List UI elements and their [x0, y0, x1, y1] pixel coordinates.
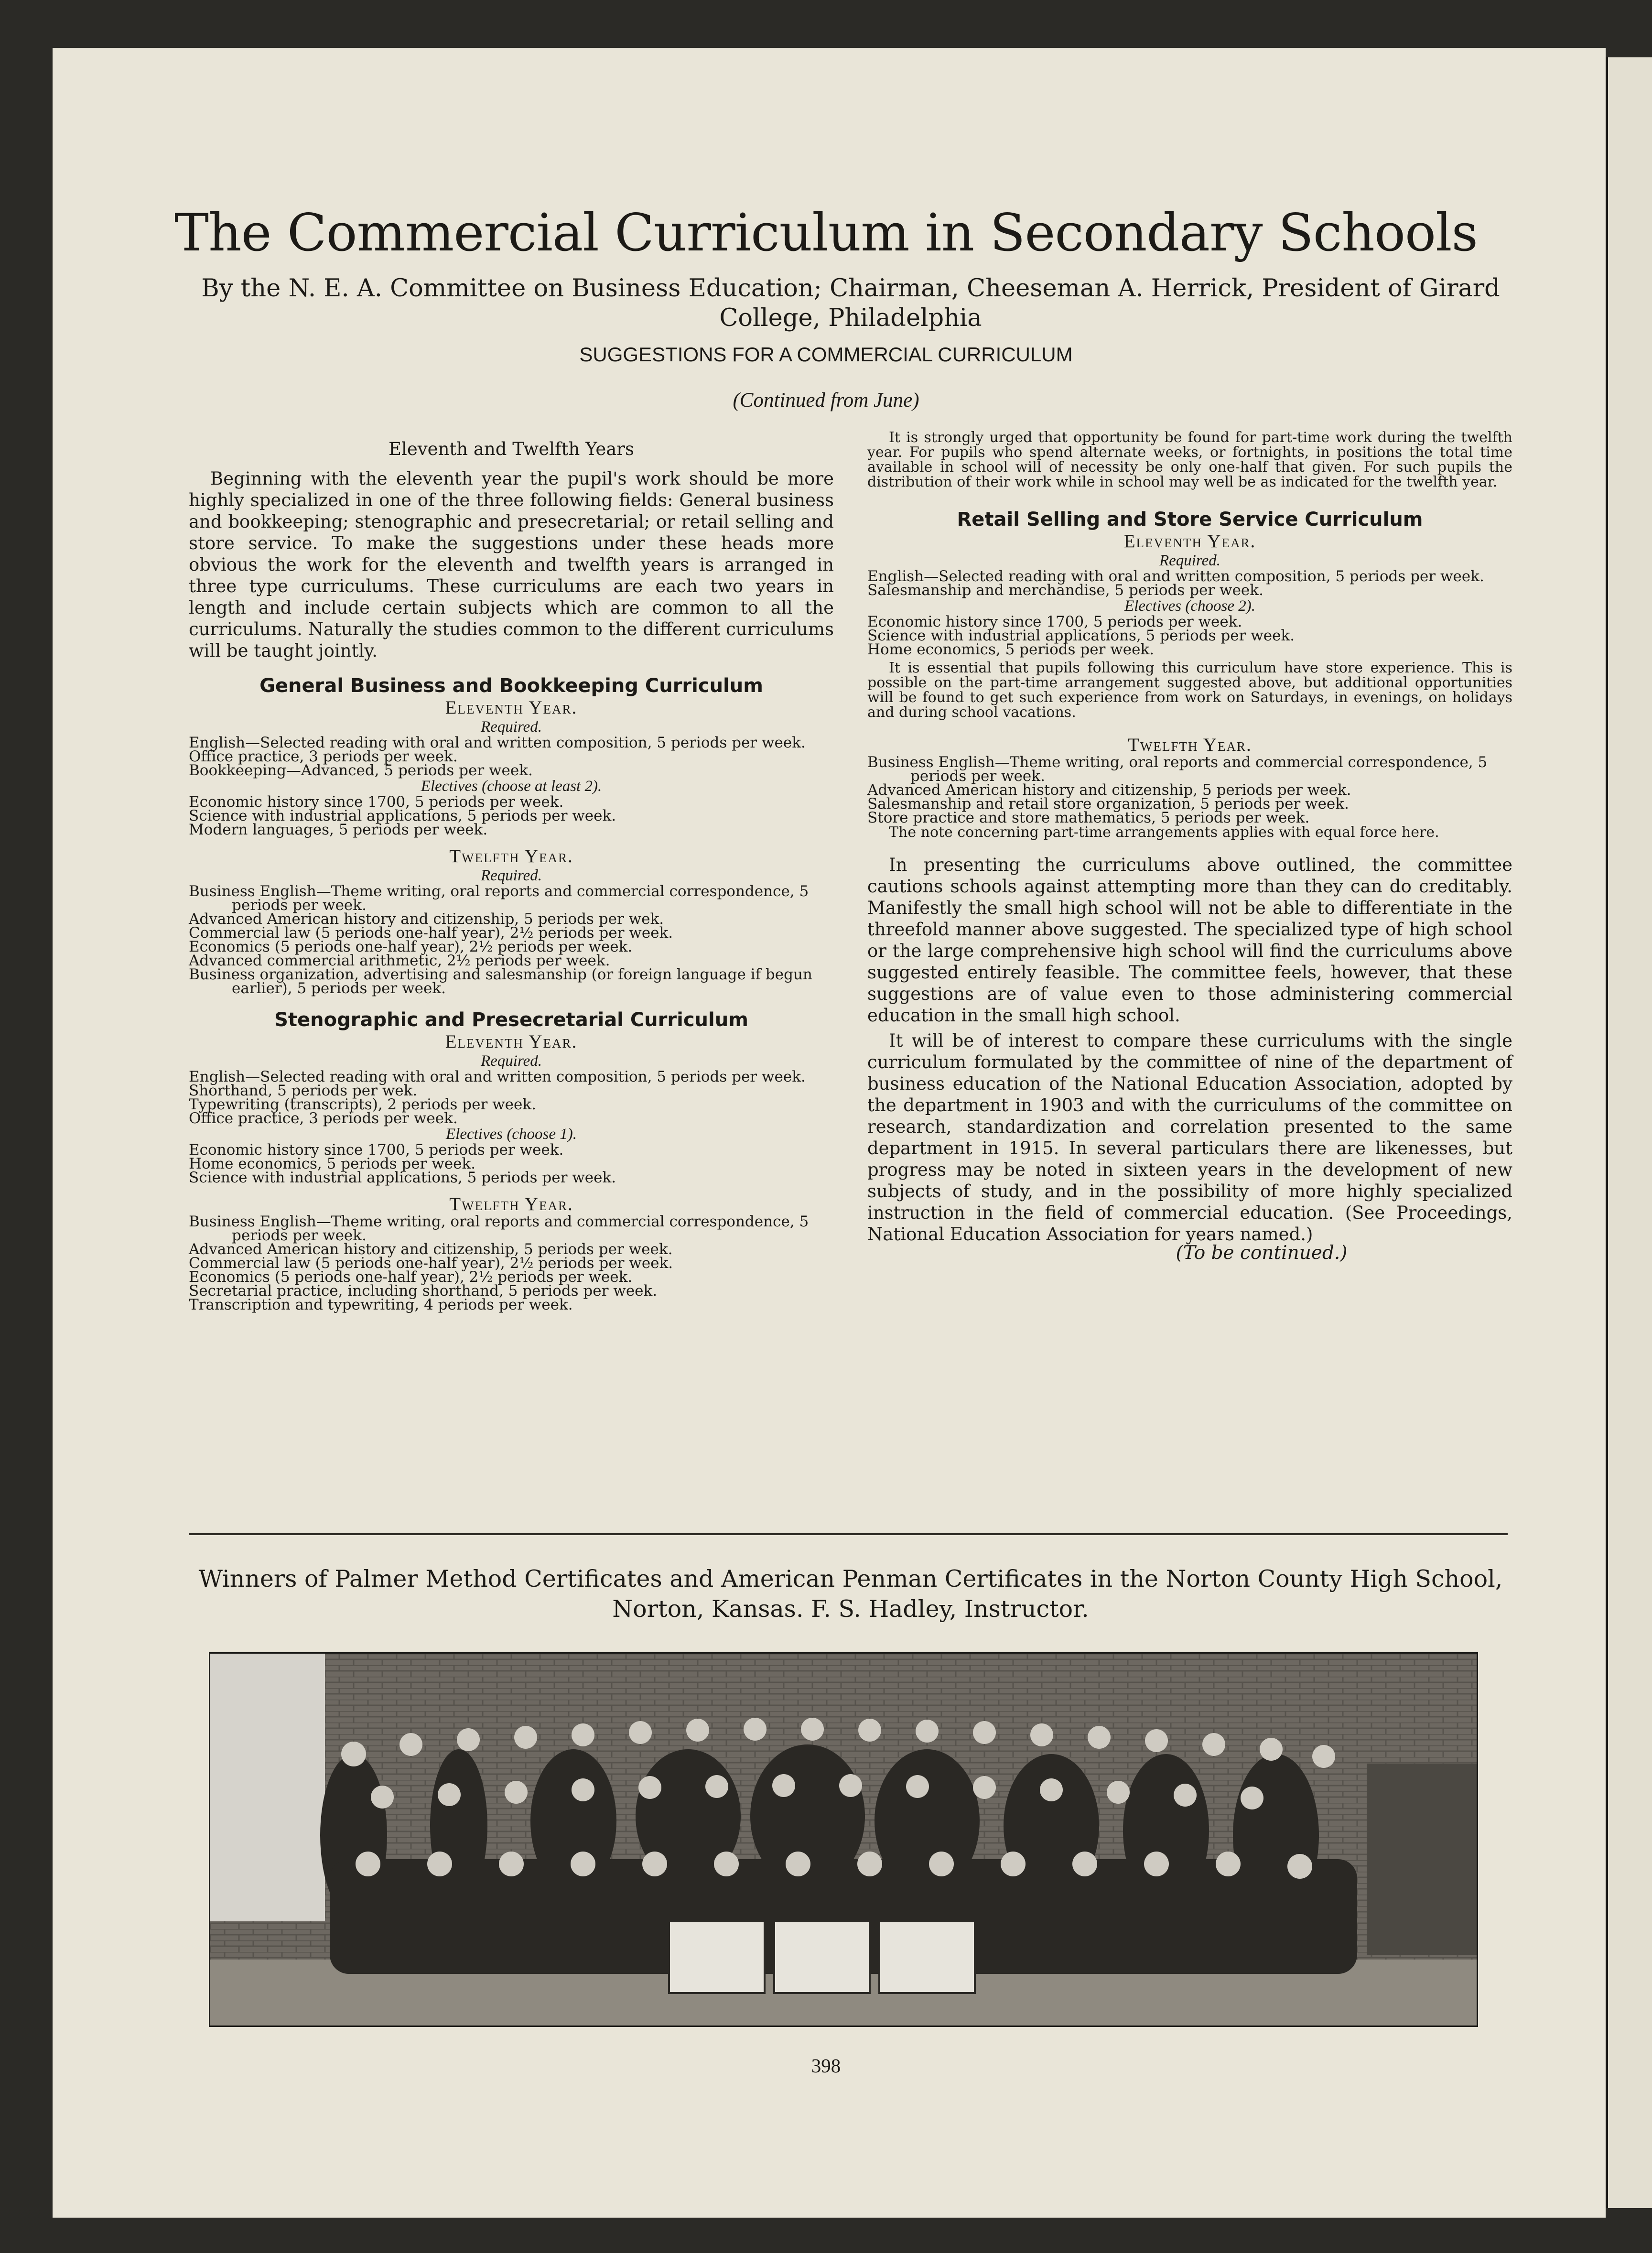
list-item: Store practice and store mathematics, 5 periods per week.: [867, 809, 1310, 826]
closing-paragraph-2: It will be of interest to compare these curriculums with the single curriculum formulated by the committee of nine of the department of business education of the National Education Association, adopted by the department in 1903 and with the curriculums of the committee on research, standardization and correlation presented to the same department in 1915. In several particulars there are likenesses, but progress may be noted in sixteen years in the development of new subjects of study, and in the possibility of more highly specialized instruction in the field of commercial education. (See Proceedings, National Education Association for years named.): [867, 1030, 1512, 1245]
page-number: 398: [811, 2055, 841, 2077]
list-item: Home economics, 5 periods per week.: [867, 641, 1155, 658]
list-item: Business English—Theme writing, oral reports and commercial correspondence, 5 periods per week.: [189, 1213, 809, 1244]
list-item: English—Selected reading with oral and written composition, 5 periods per week.: [189, 1068, 806, 1085]
section-heading: SUGGESTIONS FOR A COMMERCIAL CURRICULUM: [579, 343, 1073, 366]
list-item: English—Selected reading with oral and written composition, 5 periods per week.: [867, 568, 1484, 585]
class-group-photo-image: [210, 1654, 1477, 2026]
steno-twelfth-year: Twelfth Year.: [449, 1194, 573, 1214]
general-required-list-2: [189, 885, 834, 996]
right-column: [867, 430, 1512, 1264]
list-item: Commercial law (5 periods one-half year), 2½ periods per week.: [189, 924, 673, 942]
list-item: Economic history since 1700, 5 periods per week.: [189, 1141, 564, 1159]
retail-list-twelfth: [867, 756, 1512, 825]
list-item: Secretarial practice, including shorthand, 5 periods per week.: [189, 1282, 658, 1300]
list-item: Commercial law (5 periods one-half year), 2½ periods per week.: [189, 1255, 673, 1272]
intro-heading: Eleventh and Twelfth Years: [389, 439, 634, 459]
to-be-continued: (To be continued.): [1176, 1242, 1348, 1264]
retail-electives-list: [867, 615, 1512, 657]
general-electives: Electives (choose at least 2).: [421, 778, 602, 795]
general-required-1: Required.: [481, 718, 542, 736]
list-item: Typewriting (transcripts), 2 periods per week.: [189, 1096, 537, 1113]
general-eleventh-year: Eleventh Year.: [445, 697, 578, 718]
steno-eleventh-year: Eleventh Year.: [445, 1031, 578, 1052]
part-time-note: It is strongly urged that opportunity be found for part-time work during the twelfth year. For pupils who spend alternate weeks, or fortnights, in positions the total time available in school will of necessity be only one-half that given. For such pupils the distribution of their work while in school may well be as indicated for the twelfth year.: [867, 429, 1512, 490]
list-item: Bookkeeping—Advanced, 5 periods per week.: [189, 762, 533, 779]
list-item: Science with industrial applications, 5 periods per week.: [189, 807, 616, 824]
list-item: Office practice, 3 periods per week.: [189, 1110, 458, 1127]
steno-electives-list: [189, 1143, 834, 1185]
steno-curriculum-title: Stenographic and Presecretarial Curriculum: [274, 1009, 748, 1031]
general-required-2: Required.: [481, 867, 542, 884]
retail-required-list-1: [867, 570, 1512, 597]
general-required-list-1: [189, 736, 834, 778]
list-item: Economics (5 periods one-half year), 2½ periods per week.: [189, 1268, 633, 1286]
list-item: Business organization, advertising and salesmanship (or foreign language if begun earlier), 5 periods per week.: [189, 966, 812, 997]
general-twelfth-year: Twelfth Year.: [449, 846, 573, 867]
list-item: Shorthand, 5 periods per wek.: [189, 1082, 418, 1099]
list-item: English—Selected reading with oral and written composition, 5 periods per week.: [189, 734, 806, 751]
steno-required-list-1: [189, 1070, 834, 1126]
list-item: Modern languages, 5 periods per week.: [189, 821, 488, 838]
retail-eleventh-year: Eleventh Year.: [1123, 531, 1256, 552]
article-title: The Commercial Curriculum in Secondary Schools: [174, 203, 1478, 263]
list-item: Salesmanship and retail store organization, 5 periods per week.: [867, 795, 1349, 812]
intro-paragraph: Beginning with the eleventh year the pupil's work should be more highly specialized in one of the three following fields: General business and bookkeeping; stenographic and presecretarial; or retail selling and store service. To make the suggestions under these heads more obvious the work for the eleventh and twelfth years is arranged in three type curriculums. These curriculums are each two years in length and include certain subjects which are common to all the curriculums. Naturally the studies common to the different curriculums will be taught jointly.: [189, 468, 834, 661]
list-item: Advanced American history and citizenship, 5 periods per week.: [867, 781, 1351, 799]
left-column: [189, 439, 834, 1312]
list-item: Business English—Theme writing, oral reports and commercial correspondence, 5 periods per week.: [189, 883, 809, 914]
retail-required-1: Required.: [1159, 552, 1220, 569]
retail-twelfth-year: Twelfth Year.: [1128, 735, 1252, 755]
list-item: Economic history since 1700, 5 periods per week.: [867, 613, 1242, 630]
list-item: Business English—Theme writing, oral reports and commercial correspondence, 5 periods per week.: [867, 754, 1488, 785]
list-item: Office practice, 3 periods per week.: [189, 748, 458, 765]
section-divider: [189, 1533, 1508, 1535]
article-byline: By the N. E. A. Committee on Business Education; Chairman, Cheeseman A. Herrick, President of Girard College, Philadelphia: [201, 274, 1500, 332]
store-experience-note: It is essential that pupils following this curriculum have store experience. This is possible on the part-time arrangement suggested above, but additional opportunities will be found to get such experience from work on Saturdays, in evenings, on holidays and during school vacations.: [867, 660, 1512, 721]
list-item: Science with industrial applications, 5 periods per week.: [867, 627, 1295, 644]
list-item: Transcription and typewriting, 4 periods per week.: [189, 1296, 573, 1313]
steno-required-1: Required.: [481, 1052, 542, 1070]
class-group-photo: [209, 1652, 1478, 2027]
retail-electives: Electives (choose 2).: [1124, 597, 1255, 615]
closing-paragraph-1: In presenting the curriculums above outlined, the committee cautions schools against attempting more than they can do creditably. Manifestly the small high school will not be able to differentiate in the threefold manner above suggested. The specialized type of high school or the large comprehensive high school will find the curriculums above suggested entirely feasible. The committee feels, however, that these suggestions are of value even to those administering commercial education in the small high school.: [867, 855, 1512, 1026]
part-time-applies-note: The note concerning part-time arrangements applies with equal force here.: [889, 824, 1439, 841]
steno-electives: Electives (choose 1).: [446, 1126, 577, 1143]
list-item: Economic history since 1700, 5 periods per week.: [189, 793, 564, 811]
list-item: Advanced commercial arithmetic, 2½ periods per week.: [189, 952, 610, 969]
list-item: Science with industrial applications, 5 periods per week.: [189, 1169, 616, 1186]
general-electives-list: [189, 795, 834, 837]
list-item: Advanced American history and citizenship, 5 periods per week.: [189, 1241, 673, 1258]
list-item: Advanced American history and citizenship, 5 periods per wek.: [189, 910, 664, 928]
steno-list-twelfth: [189, 1215, 834, 1312]
list-item: Economics (5 periods one-half year), 2½ periods per week.: [189, 938, 633, 955]
photo-caption: Winners of Palmer Method Certificates and American Penman Certificates in the Norton County High School, Norton, Kansas. F. S. Hadley, Instructor.: [198, 1565, 1503, 1623]
retail-curriculum-title: Retail Selling and Store Service Curriculum: [957, 509, 1423, 531]
general-curriculum-title: General Business and Bookkeeping Curriculum: [259, 675, 763, 697]
list-item: Salesmanship and merchandise, 5 periods per week.: [867, 582, 1263, 599]
continued-note: (Continued from June): [733, 389, 919, 412]
book-spine: [1606, 57, 1652, 2208]
list-item: Home economics, 5 periods per week.: [189, 1155, 476, 1172]
